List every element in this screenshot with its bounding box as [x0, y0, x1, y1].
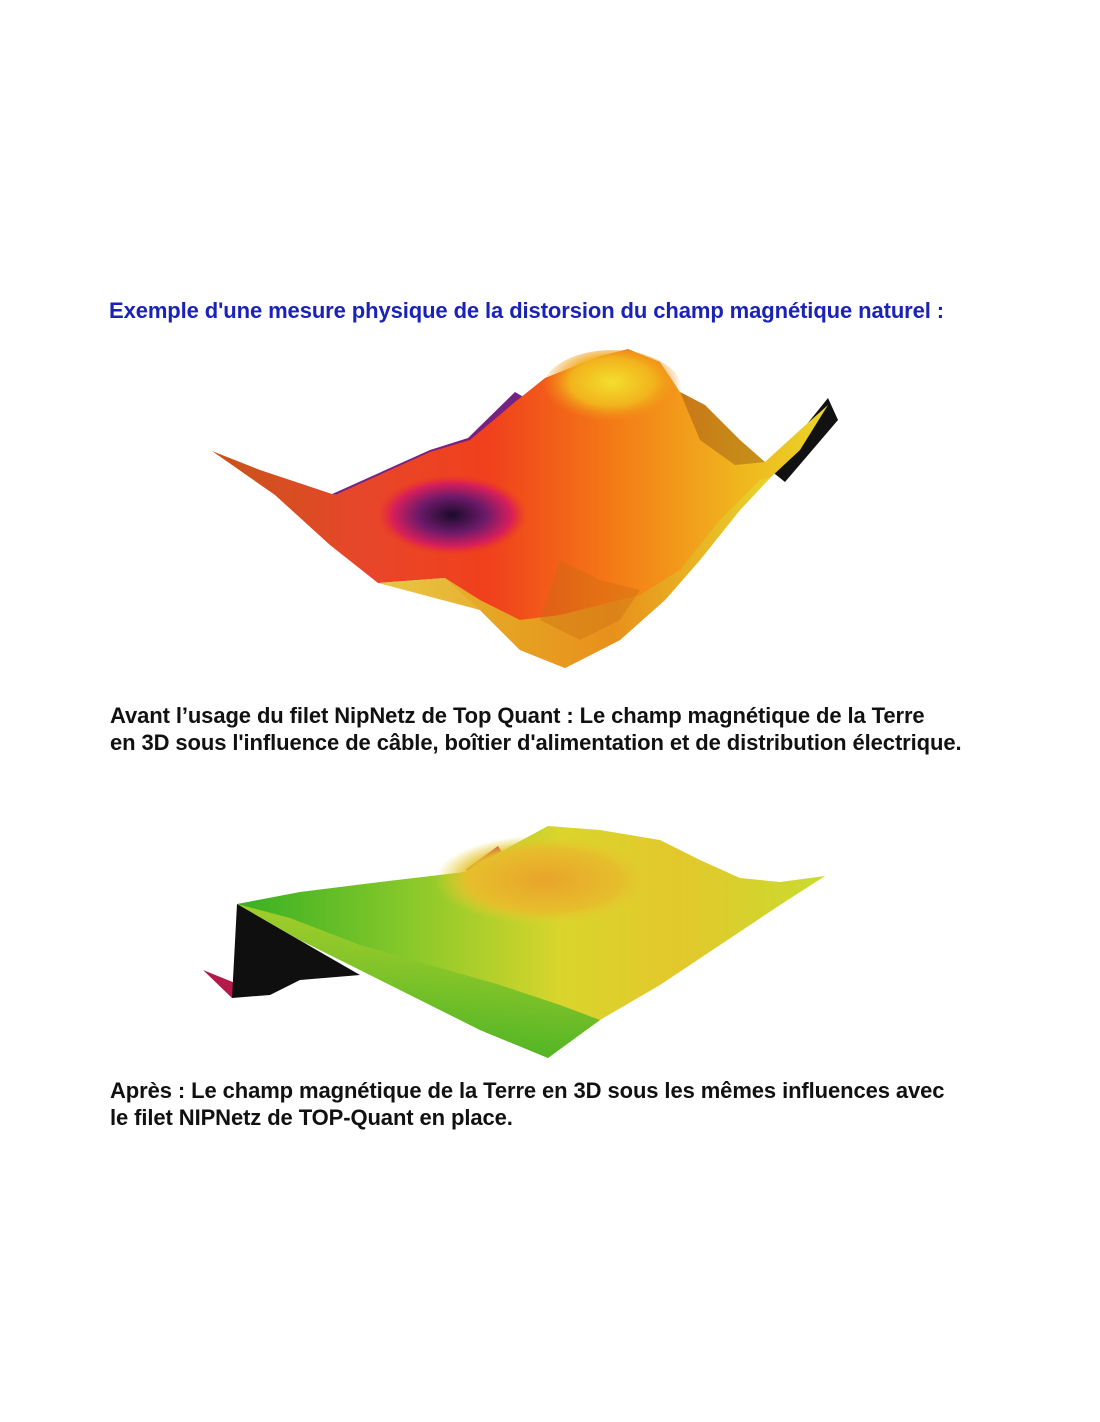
caption-after-line-1: Après : Le champ magnétique de la Terre en 3D sous les mêmes influences avec	[110, 1078, 945, 1103]
caption-after-line-2: le filet NIPNetz de TOP-Quant en place.	[110, 1105, 513, 1130]
caption-before	[110, 702, 961, 756]
caption-before-line-1: Avant l’usage du filet NipNetz de Top Quant : Le champ magnétique de la Terre	[110, 703, 925, 728]
caption-after	[110, 1077, 944, 1131]
field-surface-before-image	[0, 340, 1100, 680]
caption-before-line-2: en 3D sous l'influence de câble, boîtier d'alimentation et de distribution électrique.	[110, 730, 962, 755]
page-heading: Exemple d'une mesure physique de la distorsion du champ magnétique naturel :	[109, 298, 945, 323]
field-surface-after-image	[0, 815, 1100, 1070]
